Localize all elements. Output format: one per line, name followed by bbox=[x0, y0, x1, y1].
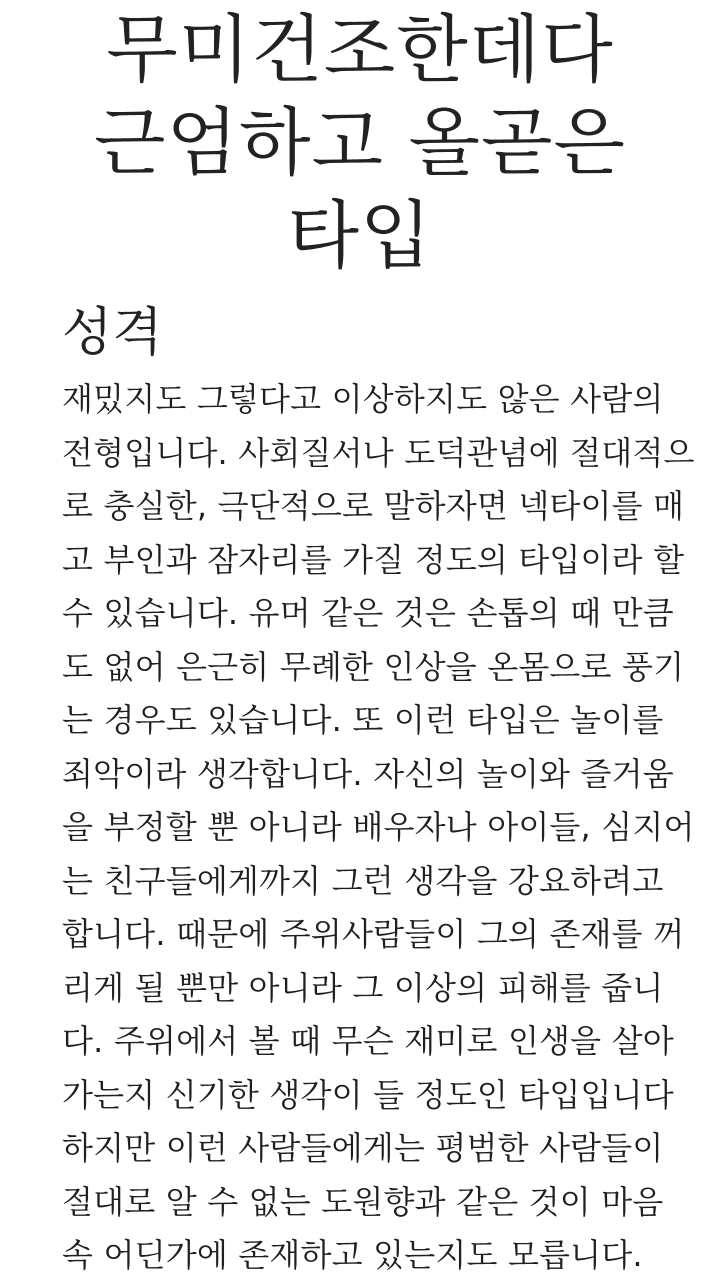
section-heading: 성격 bbox=[62, 303, 163, 363]
body-line: 리게 될 뿐만 아니라 그 이상의 피해를 줍니 bbox=[62, 968, 664, 1007]
body-line: 수 있습니다. 유머 같은 것은 손톱의 때 만큼 bbox=[62, 594, 674, 632]
body-line: 는 경우도 있습니다. 또 이런 타입은 놀이를 bbox=[62, 701, 664, 739]
body-line: 로 충실한, 극단적으로 말하자면 넥타이를 매 bbox=[62, 487, 685, 525]
body-line: 는 친구들에게까지 그런 생각을 강요하려고 bbox=[62, 861, 664, 900]
body-paragraph bbox=[62, 373, 702, 1283]
body-line: 재밌지도 그렇다고 이상하지도 않은 사람의 bbox=[62, 380, 664, 418]
body-line: 다. 주위에서 볼 때 무슨 재미로 인생을 살아 bbox=[62, 1022, 674, 1060]
title-line: 타입 bbox=[287, 193, 433, 279]
page-title bbox=[0, 4, 720, 283]
body-line: 도 없어 은근히 무례한 인상을 온몸으로 풍기 bbox=[62, 647, 685, 686]
body-line: 을 부정할 뿐 아니라 배우자나 아이들, 심지어 bbox=[62, 808, 695, 846]
body-line: 절대로 알 수 없는 도원향과 같은 것이 마음 bbox=[62, 1182, 664, 1221]
body-line: 가는지 신기한 생각이 들 정도인 타입입니다 bbox=[62, 1075, 674, 1114]
body-line: 고 부인과 잠자리를 가질 정도의 타입이라 할 bbox=[62, 540, 685, 579]
title-line: 근엄하고 올곧은 bbox=[94, 100, 626, 186]
body-line: 죄악이라 생각합니다. 자신의 놀이와 즐거움 bbox=[62, 754, 674, 793]
title-line: 무미건조한데다 bbox=[106, 7, 614, 93]
body-line: 전형입니다. 사회질서나 도덕관념에 절대적으 bbox=[62, 433, 695, 472]
body-line: 합니다. 때문에 주위사람들이 그의 존재를 꺼 bbox=[62, 915, 685, 953]
body-line: 속 어딘가에 존재하고 있는지도 모릅니다. bbox=[62, 1236, 643, 1274]
body-line: 하지만 이런 사람들에게는 평범한 사람들이 bbox=[62, 1129, 664, 1167]
